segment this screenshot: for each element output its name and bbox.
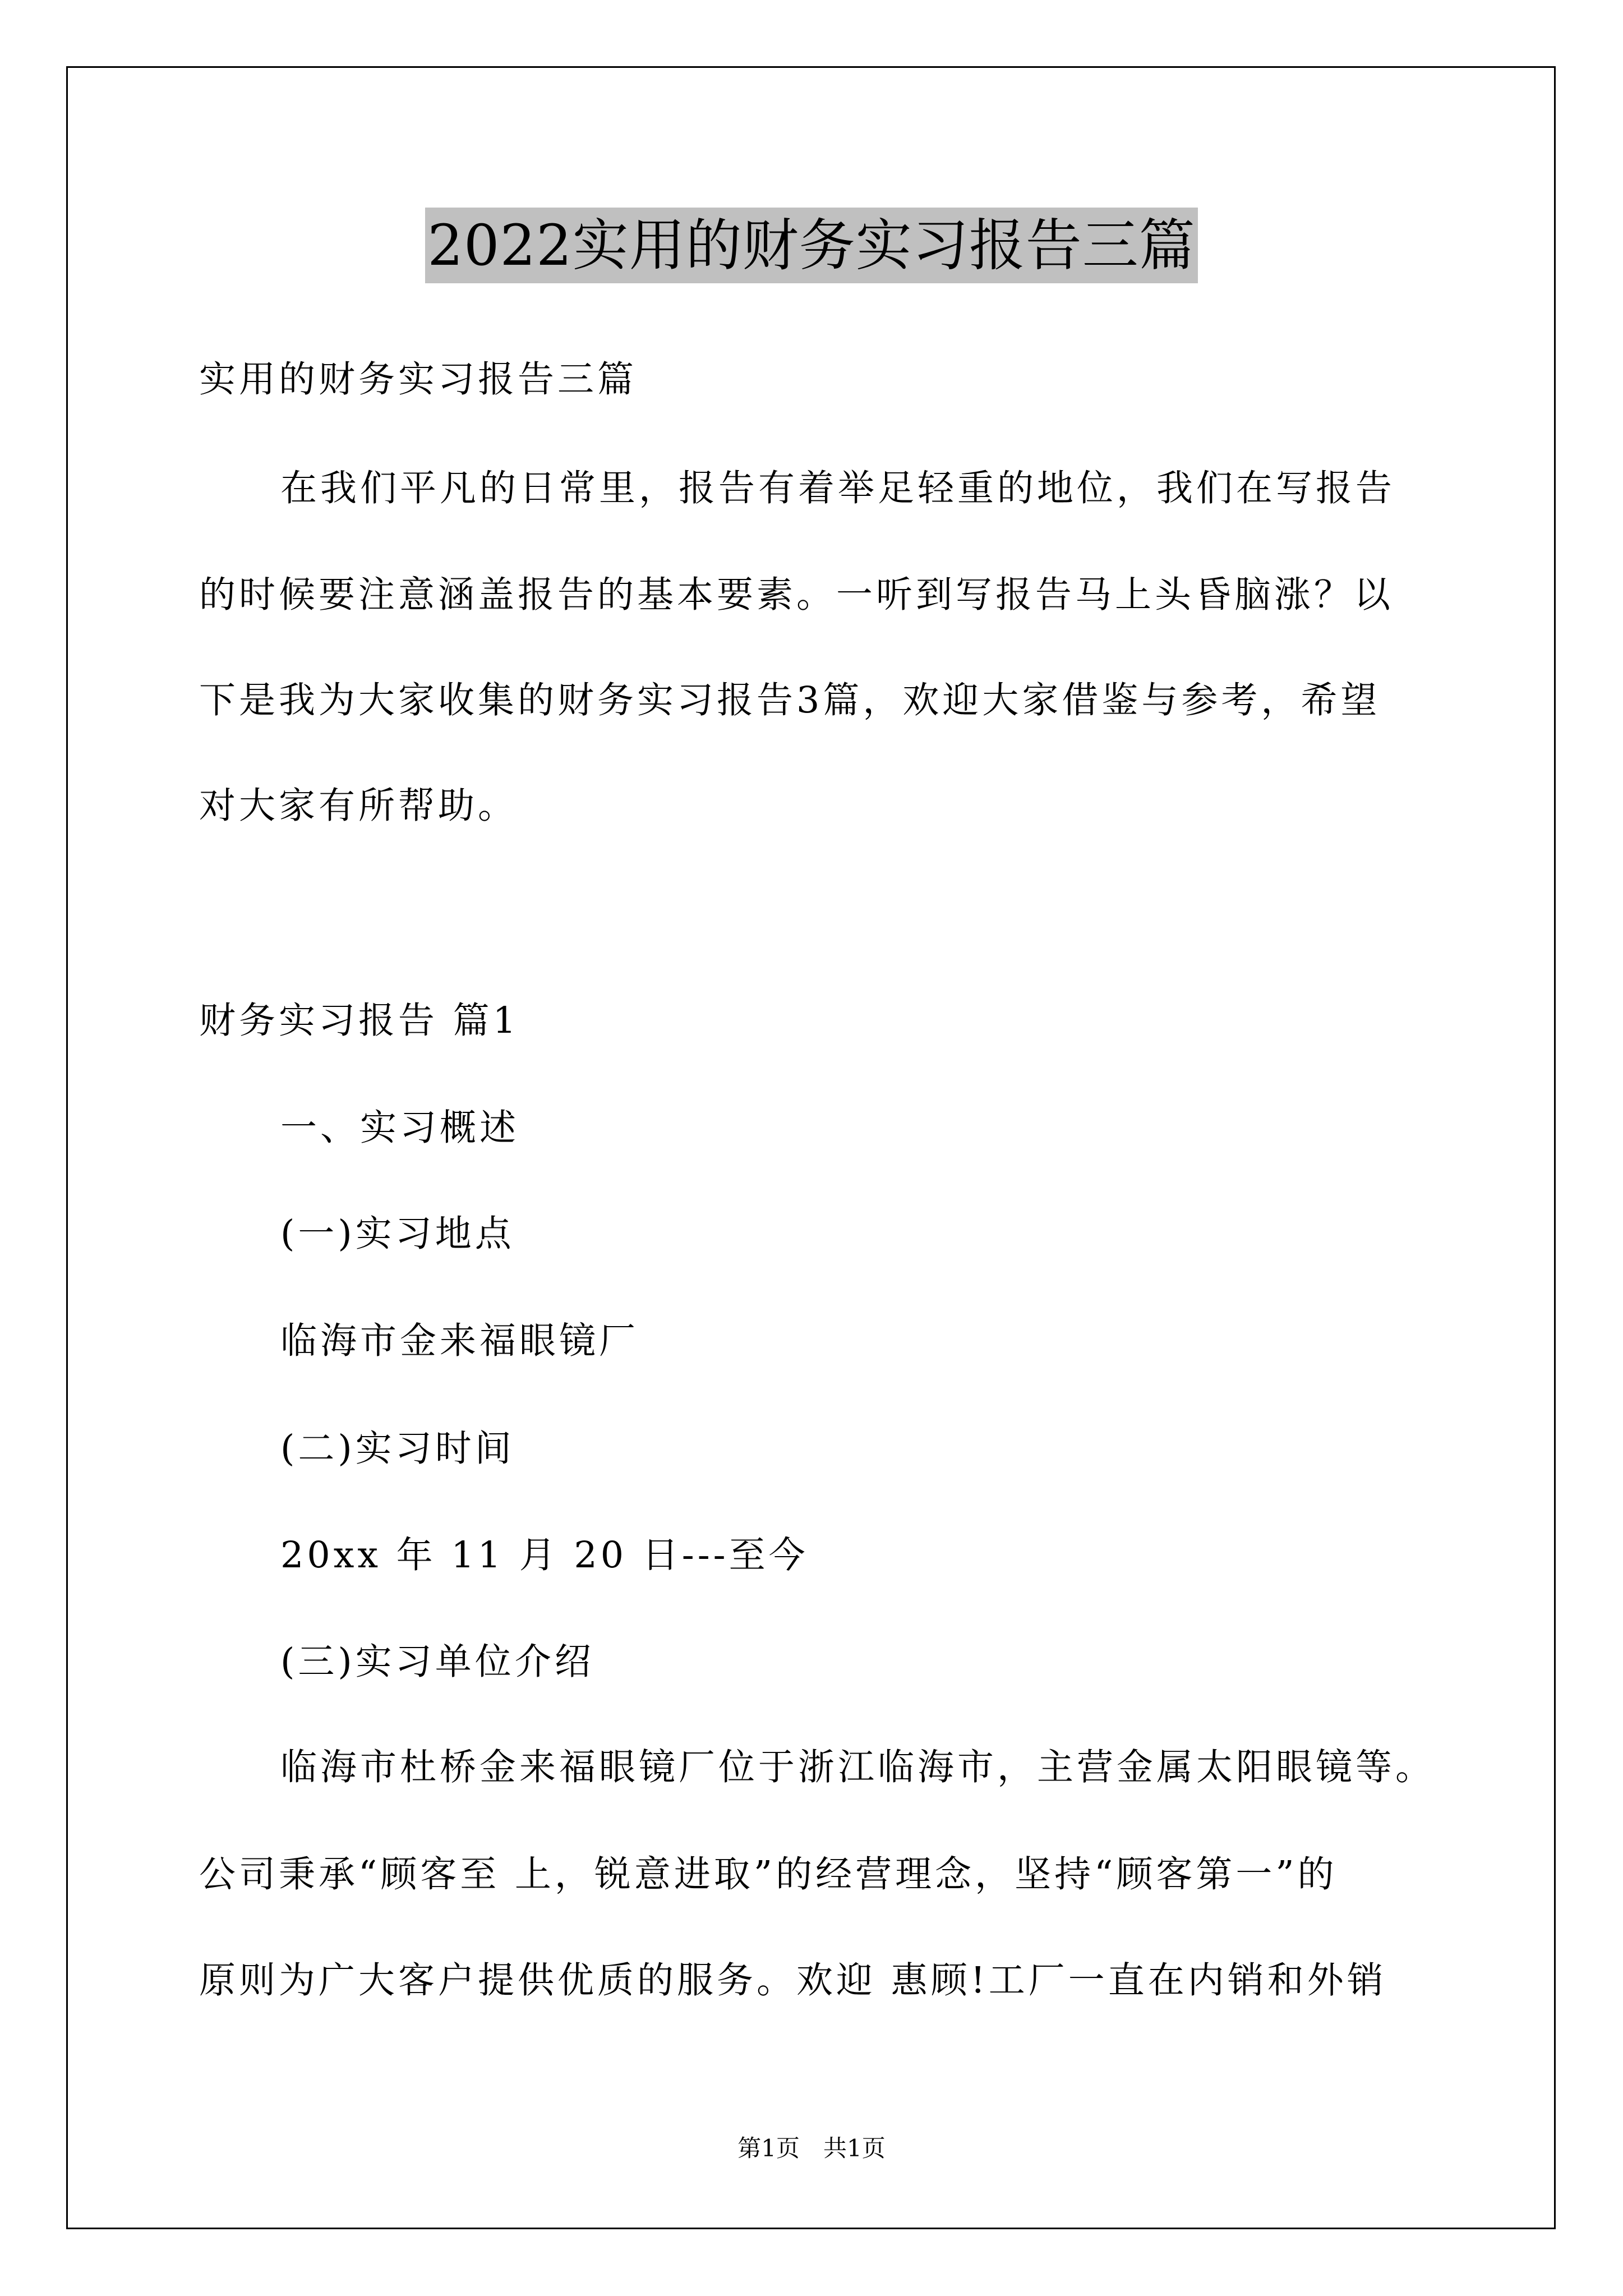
document-title: 2022实用的财务实习报告三篇: [425, 208, 1198, 283]
section-item-time: 20xx 年 11 月 20 日---至今: [280, 1534, 809, 1576]
intro-line-2: 的时候要注意涵盖报告的基本要素。一听到写报告马上头昏脑涨？以: [199, 574, 1394, 616]
section-item-company-heading: (三)实习单位介绍: [280, 1641, 594, 1683]
section-item-location: 临海市金来福眼镜厂: [280, 1320, 639, 1362]
section-item-location-heading: (一)实习地点: [280, 1213, 515, 1255]
intro-line-1: 在我们平凡的日常里，报告有着举足轻重的地位，我们在写报告: [280, 467, 1396, 509]
body-line-1: 临海市杜桥金来福眼镜厂位于浙江临海市，主营金属太阳眼镜等。: [280, 1746, 1436, 1788]
intro-line-4: 对大家有所帮助。: [199, 785, 518, 827]
title-container: [0, 208, 1623, 283]
intro-line-3: 下是我为大家收集的财务实习报告3篇，欢迎大家借鉴与参考，希望: [199, 679, 1381, 721]
section-item-overview: 一、实习概述: [280, 1107, 520, 1149]
document-subtitle: 实用的财务实习报告三篇: [199, 358, 638, 401]
body-line-2: 公司秉承“顾客至 上，锐意进取”的经营理念，坚持“顾客第一”的: [199, 1853, 1338, 1895]
section-item-time-heading: (二)实习时间: [280, 1428, 515, 1470]
body-line-3: 原则为广大客户提供优质的服务。欢迎 惠顾!工厂一直在内销和外销: [199, 1959, 1387, 2001]
page-footer: 第1页 共1页: [737, 2134, 886, 2162]
section-heading: 财务实习报告 篇1: [199, 1000, 520, 1042]
